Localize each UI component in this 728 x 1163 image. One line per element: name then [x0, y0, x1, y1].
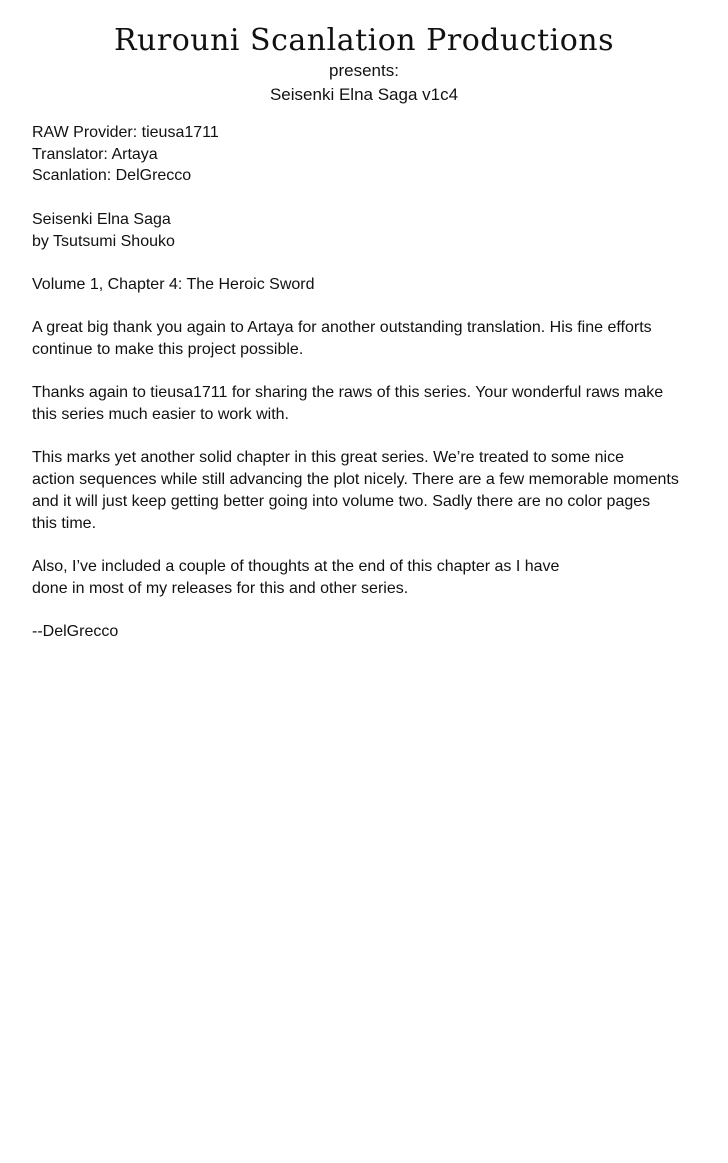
work-title-line: Seisenki Elna Saga [32, 210, 171, 228]
translator-line: Translator: Artaya [32, 145, 158, 163]
paragraph-thanks-translator [32, 317, 712, 360]
signature-block [32, 621, 712, 643]
paragraph-line: Also, I’ve included a couple of thoughts at the end of this chapter as I have [32, 557, 560, 575]
chapter-block [32, 274, 712, 296]
signature: --DelGrecco [32, 623, 119, 641]
paragraph-line: this series much easier to work with. [32, 406, 289, 424]
release-title: Seisenki Elna Saga v1c4 [269, 85, 459, 104]
paragraph-line: continue to make this project possible. [32, 340, 304, 358]
paragraph-line: action sequences while still advancing the plot nicely. There are a few memorable moments [32, 471, 679, 489]
paragraph-line: done in most of my releases for this and other series. [32, 579, 409, 597]
paragraph-line: and it will just keep getting better going into volume two. Sadly there are no color pages [32, 492, 651, 510]
header [0, 0, 728, 106]
credits-block [32, 122, 712, 187]
paragraph-chapter-notes [32, 447, 712, 534]
paragraph-thoughts-note [32, 556, 712, 599]
raw-provider-line: RAW Provider: tieusa1711 [32, 124, 219, 141]
presents-line: presents: [329, 61, 399, 80]
group-title: Rurouni Scanlation Productions [113, 23, 615, 58]
paragraph-line: This marks yet another solid chapter in this great series. We’re treated to some nice [32, 449, 624, 467]
paragraph-line: Thanks again to tieusa1711 for sharing the raws of this series. Your wonderful raws make [32, 384, 664, 402]
paragraph-line: A great big thank you again to Artaya for another outstanding translation. His fine efforts [32, 319, 652, 337]
paragraph-thanks-raw-provider [32, 382, 712, 425]
document-body [32, 122, 712, 664]
paragraph-line: this time. [32, 514, 97, 532]
scanlation-line: Scanlation: DelGrecco [32, 167, 192, 185]
author-line: by Tsutsumi Shouko [32, 232, 175, 250]
work-block [32, 209, 712, 252]
chapter-line: Volume 1, Chapter 4: The Heroic Sword [32, 275, 315, 293]
